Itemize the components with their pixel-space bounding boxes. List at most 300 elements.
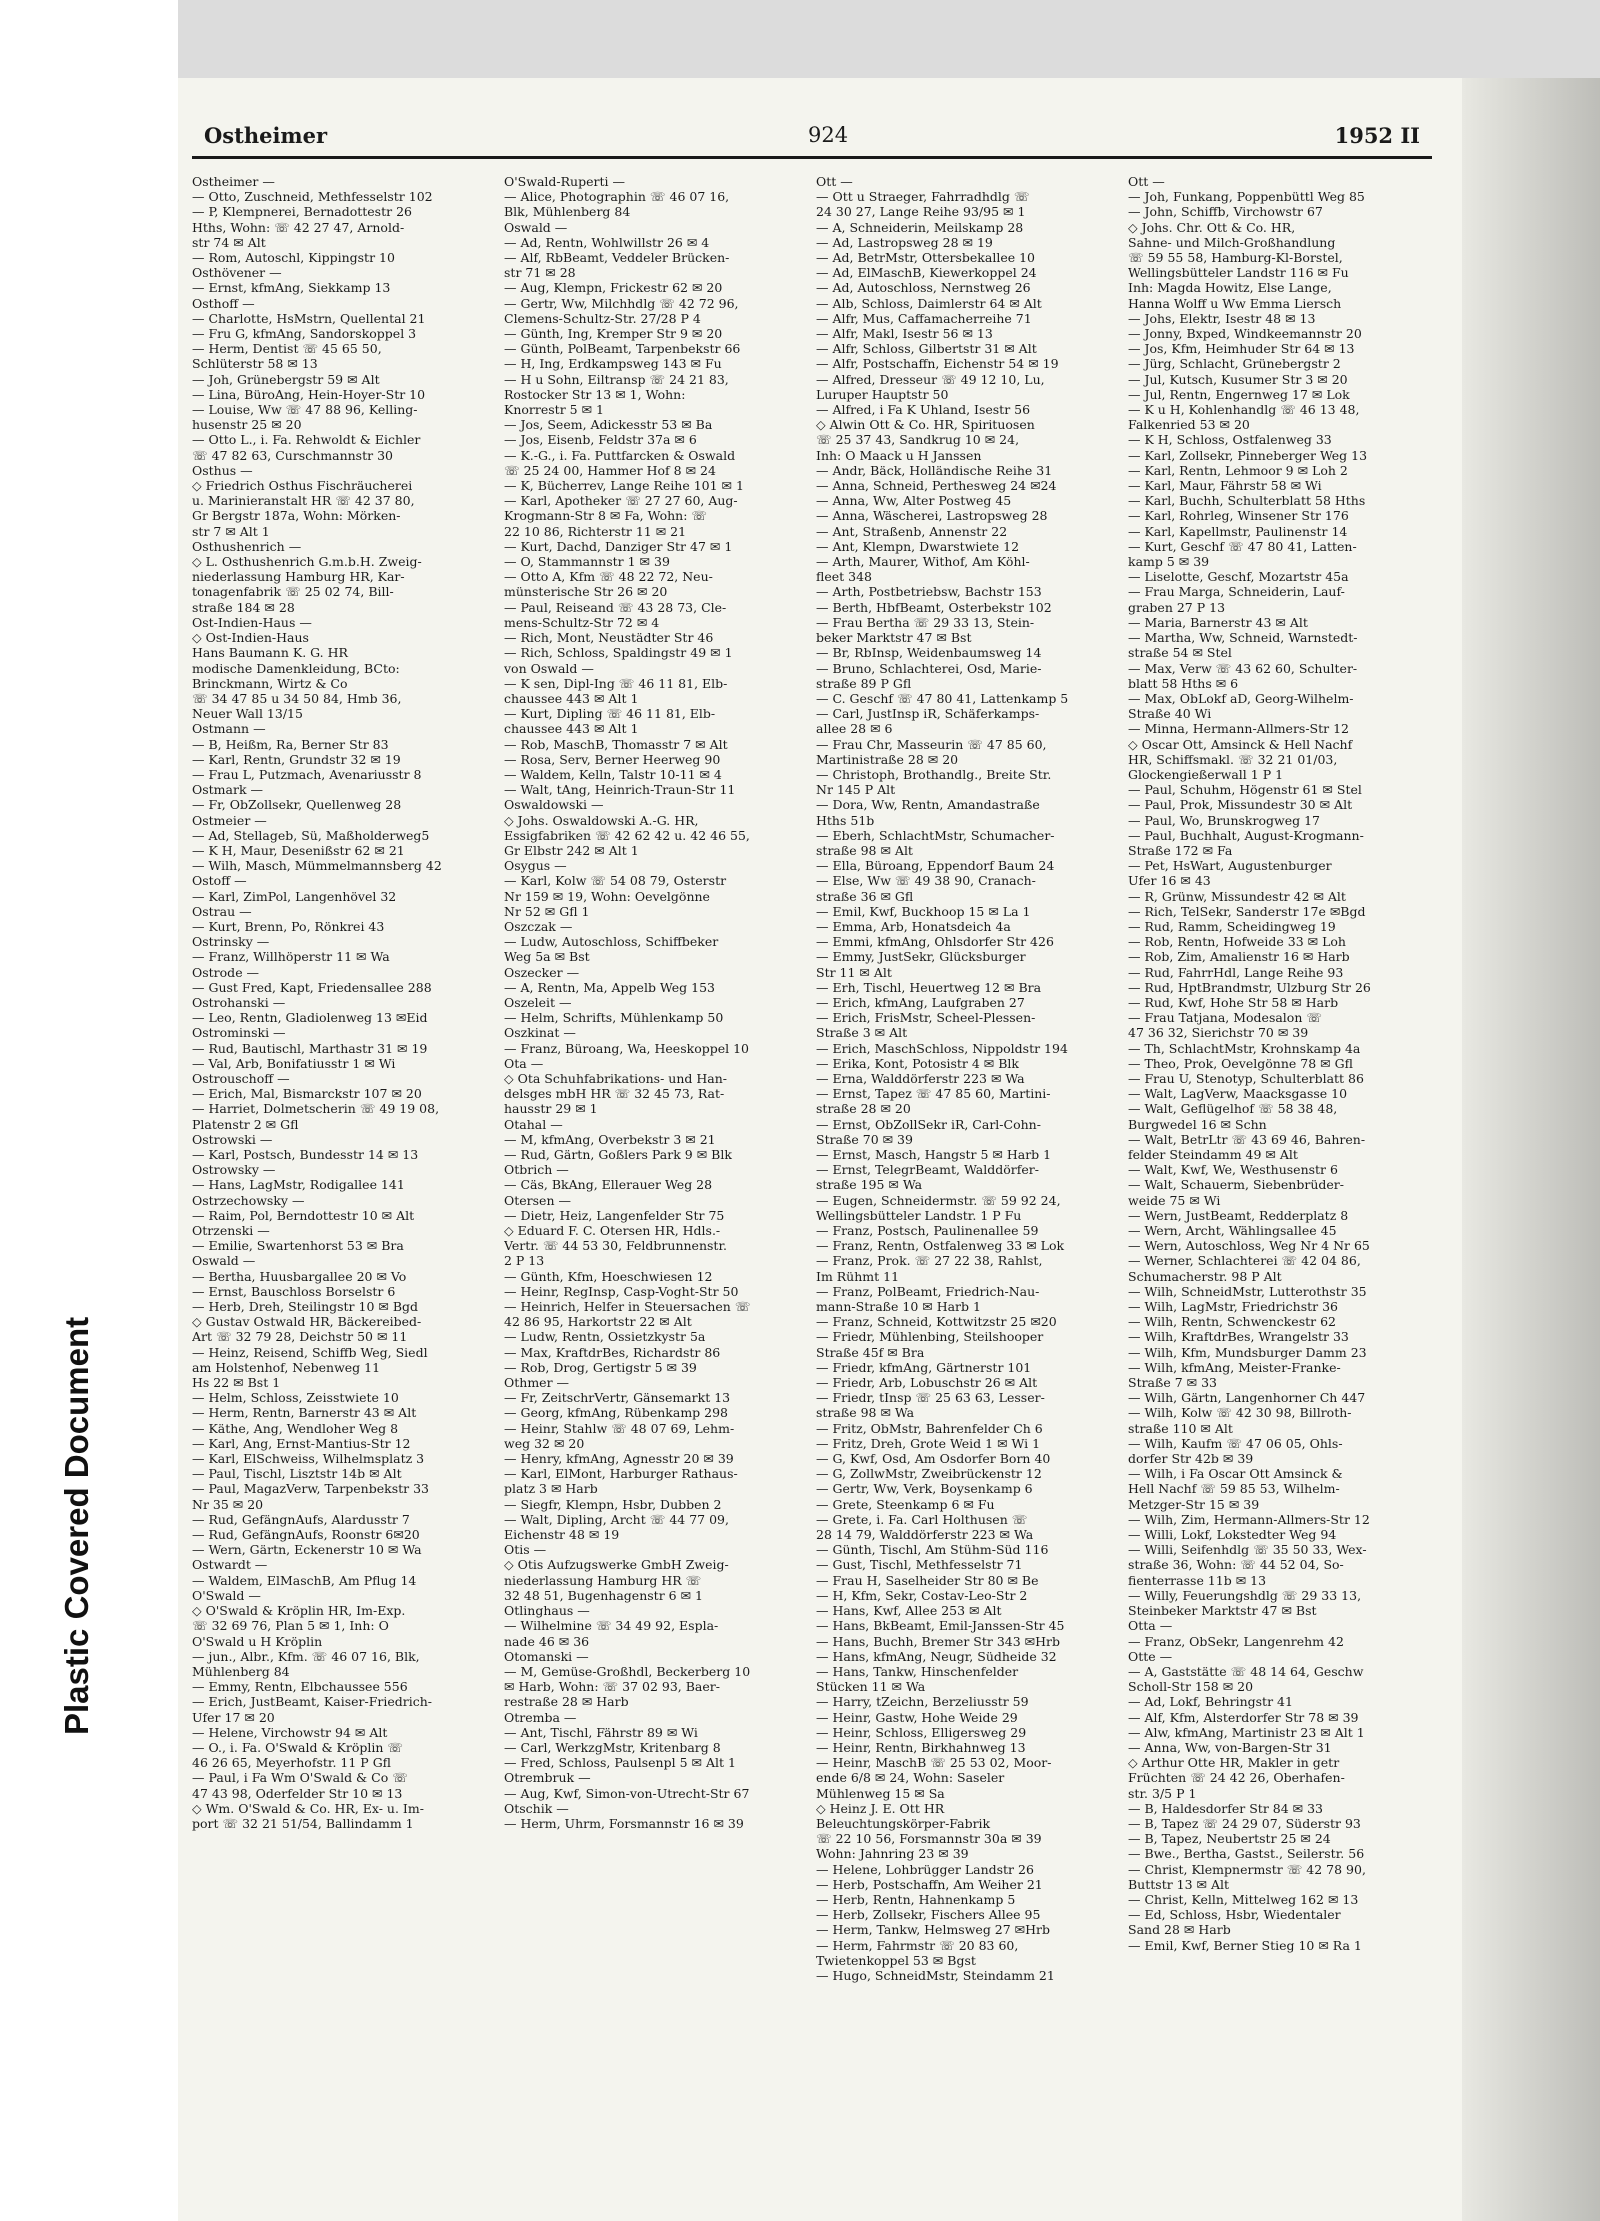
directory-line: Blk, Mühlenberg 84 (504, 204, 631, 220)
directory-line: — Val, Arb, Bonifatiusstr 1 ✉ Wi (192, 1055, 396, 1071)
directory-line: — A, Gaststätte ☏ 48 14 64, Geschw (1128, 1663, 1364, 1679)
directory-line: str 71 ✉ 28 (504, 265, 576, 281)
directory-line: — M, Gemüse-Großhdl, Beckerberg 10 (504, 1663, 751, 1679)
directory-line: dorfer Str 42b ✉ 39 (1128, 1451, 1254, 1467)
directory-line: Ostmann — (192, 721, 266, 737)
directory-line: — Max, KraftdrBes, Richardstr 86 (504, 1344, 721, 1360)
directory-line: Hths 51b (816, 812, 875, 828)
column-3 (816, 174, 1118, 1983)
directory-line: — Herb, Dreh, Steilingstr 10 ✉ Bgd (192, 1299, 419, 1315)
directory-line: — Waldem, ElMaschB, Am Pflug 14 (192, 1572, 417, 1588)
directory-line: modische Damenkleidung, BCto: (192, 660, 400, 676)
directory-line: — Hans, LagMstr, Rodigallee 141 (192, 1177, 405, 1193)
directory-line: Platenstr 2 ✉ Gfl (192, 1116, 299, 1132)
directory-line: — Walt, Dipling, Archt ☏ 44 77 09, (504, 1511, 729, 1527)
directory-line: — Hugo, SchneidMstr, Steindamm 21 (816, 1967, 1055, 1983)
directory-line: str. 3/5 P 1 (1128, 1785, 1197, 1801)
directory-line: — Gertr, Ww, Verk, Boysenkamp 6 (816, 1481, 1033, 1497)
directory-line: — Rud, Ramm, Scheidingweg 19 (1128, 918, 1336, 934)
directory-line: — Günth, Ing, Kremper Str 9 ✉ 20 (504, 326, 723, 342)
directory-line: — Günth, Tischl, Am Stühm-Süd 116 (816, 1542, 1049, 1558)
directory-line: — Ant, Straßenb, Annenstr 22 (816, 523, 1008, 539)
directory-line: Osthövener — (192, 265, 282, 281)
directory-line: Scholl-Str 158 ✉ 20 (1128, 1679, 1254, 1695)
directory-line: — Wilh, Kfm, Mundsburger Damm 23 (1128, 1344, 1367, 1360)
directory-line: chaussee 443 ✉ Alt 1 (504, 721, 639, 737)
directory-line: fleet 348 (816, 569, 872, 585)
directory-line: — Wilh, Kolw ☏ 42 30 98, Billroth- (1128, 1405, 1352, 1421)
directory-line: — Joh, Grünebergstr 59 ✉ Alt (192, 371, 380, 387)
directory-line: — M, kfmAng, Overbekstr 3 ✉ 21 (504, 1131, 716, 1147)
directory-line: — Frau Tatjana, Modesalon ☏ (1128, 1010, 1322, 1026)
directory-line: Buttstr 13 ✉ Alt (1128, 1876, 1230, 1892)
directory-line: Steinbeker Marktstr 47 ✉ Bst (1128, 1603, 1317, 1619)
directory-line: — Helene, Lohbrügger Landstr 26 (816, 1861, 1034, 1877)
directory-line: Inh: O Maack u H Janssen (816, 447, 982, 463)
directory-line: — Fr, ObZollsekr, Quellenweg 28 (192, 797, 402, 813)
directory-line: — Harriet, Dolmetscherin ☏ 49 19 08, (192, 1101, 440, 1117)
directory-line: — Rob, Rentn, Hofweide 33 ✉ Loh (1128, 934, 1346, 950)
directory-line: — Gust, Tischl, Methfesselstr 71 (816, 1557, 1023, 1573)
directory-line: — Karl, Zollsekr, Pinneberger Weg 13 (1128, 447, 1368, 463)
directory-line: — Walt, Schauerm, Siebenbrüder- (1128, 1177, 1344, 1193)
directory-line: — Ad, Lastropsweg 28 ✉ 19 (816, 234, 993, 250)
directory-line: Hanna Wolff u Ww Emma Liersch (1128, 295, 1342, 311)
directory-line: — Br, RbInsp, Weidenbaumsweg 14 (816, 645, 1042, 661)
directory-line: 28 14 79, Walddörferstr 223 ✉ Wa (816, 1527, 1034, 1543)
directory-line: — Franz, ObSekr, Langenrehm 42 (1128, 1633, 1344, 1649)
directory-line: — Bertha, Huusbargallee 20 ✉ Vo (192, 1268, 407, 1284)
directory-line: — Frau H, Saselheider Str 80 ✉ Be (816, 1572, 1039, 1588)
directory-line: — Karl, Maur, Fährstr 58 ✉ Wi (1128, 478, 1322, 494)
directory-line: — Rud, HptBrandmstr, Ulzburg Str 26 (1128, 979, 1371, 995)
directory-line: — Wilh, Zim, Hermann-Allmers-Str 12 (1128, 1511, 1370, 1527)
directory-line: straße 195 ✉ Wa (816, 1177, 923, 1193)
directory-line: str 7 ✉ Alt 1 (192, 523, 270, 539)
directory-line: — Jos, Seem, Adickesstr 53 ✉ Ba (504, 417, 713, 433)
directory-line: — Siegfr, Klempn, Hsbr, Dubben 2 (504, 1496, 722, 1512)
directory-line: ☏ 25 37 43, Sandkrug 10 ✉ 24, (816, 432, 1020, 448)
directory-line: beker Marktstr 47 ✉ Bst (816, 630, 972, 646)
directory-line: — Herm, Rentn, Barnerstr 43 ✉ Alt (192, 1405, 417, 1421)
directory-line: — Emmy, Rentn, Elbchaussee 556 (192, 1679, 408, 1695)
directory-line: Essigfabriken ☏ 42 62 42 u. 42 46 55, (504, 827, 750, 843)
directory-line: — Erich, kfmAng, Laufgraben 27 (816, 994, 1025, 1010)
directory-line: Ostrowski — (192, 1131, 273, 1147)
directory-line: — Th, SchlachtMstr, Krohnskamp 4a (1128, 1040, 1361, 1056)
directory-line: Inh: Magda Howitz, Else Lange, (1128, 280, 1332, 296)
directory-line: — Ernst, Tapez ☏ 47 85 60, Martini- (816, 1086, 1051, 1102)
directory-line: — H, Ing, Erdkampsweg 143 ✉ Fu (504, 356, 722, 372)
directory-line: straße 54 ✉ Stel (1128, 645, 1232, 661)
directory-line: — John, Schiffb, Virchowstr 67 (1128, 204, 1323, 220)
directory-line: — Emil, Kwf, Buckhoop 15 ✉ La 1 (816, 903, 1031, 919)
directory-line: Ufer 17 ✉ 20 (192, 1709, 275, 1725)
directory-line: — G, Kwf, Osd, Am Osdorfer Born 40 (816, 1451, 1051, 1467)
directory-line: — Karl, Buchh, Schulterblatt 58 Hths (1128, 493, 1366, 509)
directory-line: — Andr, Bäck, Holländische Reihe 31 (816, 462, 1053, 478)
directory-line: Otschik — (504, 1800, 569, 1816)
directory-line: — Erna, Walddörferstr 223 ✉ Wa (816, 1070, 1025, 1086)
directory-line: Osthoff — (192, 295, 255, 311)
directory-line: — Karl, Postsch, Bundesstr 14 ✉ 13 (192, 1147, 419, 1162)
directory-line: — Herm, Tankw, Helmsweg 27 ✉Hrb (816, 1922, 1051, 1938)
directory-line: Burgwedel 16 ✉ Schn (1128, 1116, 1267, 1132)
directory-line: O'Swald-Ruperti — (504, 174, 625, 189)
directory-line: — Heinr, MaschB ☏ 25 53 02, Moor- (816, 1755, 1052, 1771)
directory-line: Rostocker Str 13 ✉ 1, Wohn: (504, 386, 686, 402)
directory-line: Brinckmann, Wirtz & Co (192, 675, 348, 691)
directory-line: graben 27 P 13 (1128, 599, 1226, 615)
directory-line: ◇ Johs. Oswaldowski A.-G. HR, (504, 812, 699, 828)
directory-line: — Günth, Kfm, Hoeschwiesen 12 (504, 1268, 713, 1284)
directory-line: — Karl, ElMont, Harburger Rathaus- (504, 1466, 738, 1482)
directory-line: — Wilh, KraftdrBes, Wrangelstr 33 (1128, 1329, 1349, 1345)
directory-line: mens-Schultz-Str 72 ✉ 4 (504, 614, 660, 630)
directory-line: — B, Heißm, Ra, Berner Str 83 (192, 736, 389, 752)
directory-line: — Jürg, Schlacht, Grünebergstr 2 (1128, 356, 1341, 372)
directory-line: hausstr 29 ✉ 1 (504, 1101, 598, 1117)
directory-line: — O., i. Fa. O'Swald & Kröplin ☏ (192, 1739, 404, 1755)
directory-line: Ostrau — (192, 903, 252, 919)
column-4 (1128, 174, 1430, 1953)
directory-line: — Alice, Photographin ☏ 46 07 16, (504, 189, 730, 205)
directory-line: — G, ZollwMstr, Zweibrückenstr 12 (816, 1466, 1042, 1482)
directory-line: Knorrestr 5 ✉ 1 (504, 402, 604, 418)
directory-line: Ostrzechowsky — (192, 1192, 305, 1208)
directory-line: — Walt, LagVerw, Maacksgasse 10 (1128, 1086, 1348, 1102)
directory-line: platz 3 ✉ Harb (504, 1481, 598, 1497)
directory-line: — Martha, Ww, Schneid, Warnstedt- (1128, 630, 1358, 646)
directory-line: niederlassung Hamburg HR, Kar- (192, 569, 405, 585)
directory-line: — Leo, Rentn, Gladiolenweg 13 ✉Eid (192, 1010, 428, 1026)
directory-line: — Joh, Funkang, Poppenbüttl Weg 85 (1128, 189, 1365, 205)
directory-line: — Paul, Prok, Missundestr 30 ✉ Alt (1128, 797, 1353, 813)
directory-line: Otbrich — (504, 1162, 569, 1178)
directory-line: — Erich, FrisMstr, Scheel-Plessen- (816, 1010, 1036, 1026)
directory-line: ◇ Alwin Ott & Co. HR, Spirituosen (816, 417, 1035, 433)
directory-line: Hell Nachf ☏ 59 85 53, Wilhelm- (1128, 1481, 1340, 1497)
directory-line: — Minna, Hermann-Allmers-Str 12 (1128, 721, 1350, 737)
directory-line: straße 110 ✉ Alt (1128, 1420, 1233, 1436)
directory-line: — Otto L., i. Fa. Rehwoldt & Eichler (192, 432, 421, 448)
directory-line: — Rob, Drog, Gertigstr 5 ✉ 39 (504, 1359, 697, 1375)
directory-line: — Eugen, Schneidermstr. ☏ 59 92 24, (816, 1192, 1061, 1208)
directory-line: Mühlenweg 15 ✉ Sa (816, 1785, 945, 1801)
directory-line: Ota — (504, 1055, 544, 1071)
directory-line: — Wilh, LagMstr, Friedrichstr 36 (1128, 1299, 1338, 1315)
directory-line: Straße 40 Wi (1128, 706, 1212, 722)
directory-line: felder Steindamm 49 ✉ Alt (1128, 1147, 1298, 1162)
directory-line: — Franz, Rentn, Ostfalenweg 33 ✉ Lok (816, 1238, 1065, 1254)
directory-line: — Walt, tAng, Heinrich-Traun-Str 11 (504, 782, 736, 798)
directory-line: — Ad, Lokf, Behringstr 41 (1128, 1694, 1293, 1710)
directory-line: — Aug, Klempn, Frickestr 62 ✉ 20 (504, 280, 723, 296)
directory-line: — Erh, Tischl, Heuertweg 12 ✉ Bra (816, 979, 1042, 995)
directory-line: — Günth, PolBeamt, Tarpenbekstr 66 (504, 341, 741, 357)
directory-line: — Heinrich, Helfer in Steuersachen ☏ (504, 1299, 751, 1315)
directory-line: — Lina, BüroAng, Hein-Hoyer-Str 10 (192, 386, 426, 402)
directory-line: Oswald — (504, 219, 568, 235)
directory-line: — Kurt, Geschf ☏ 47 80 41, Latten- (1128, 538, 1357, 554)
directory-line: Wohn: Jahnring 23 ✉ 39 (816, 1846, 969, 1862)
directory-line: — Ad, ElMaschB, Kiewerkoppel 24 (816, 265, 1037, 281)
directory-line: ◇ Wm. O'Swald & Co. HR, Ex- u. Im- (192, 1800, 424, 1816)
directory-line: — Kurt, Dipling ☏ 46 11 81, Elb- (504, 706, 716, 722)
directory-line: Beleuchtungskörper-Fabrik (816, 1815, 991, 1831)
directory-line: — Emmy, JustSekr, Glücksburger (816, 949, 1026, 965)
directory-line: — Franz, Postsch, Paulinenallee 59 (816, 1223, 1039, 1239)
directory-line: Art ☏ 32 79 28, Deichstr 50 ✉ 11 (192, 1329, 408, 1345)
directory-line: ☏ 25 24 00, Hammer Hof 8 ✉ 24 (504, 462, 716, 478)
directory-line: — Anna, Schneid, Perthesweg 24 ✉24 (816, 478, 1057, 494)
directory-line: Ostrohanski — (192, 994, 286, 1010)
directory-line: — Rich, Schloss, Spaldingstr 49 ✉ 1 (504, 645, 733, 661)
directory-line: ◇ Heinz J. E. Ott HR (816, 1800, 945, 1816)
directory-line: — Theo, Prok, Oevelgönne 78 ✉ Gfl (1128, 1055, 1353, 1071)
directory-line: ◇ Otis Aufzugswerke GmbH Zweig- (504, 1557, 729, 1573)
directory-line: — Wilh, Gärtn, Langenhorner Ch 447 (1128, 1390, 1366, 1406)
directory-line: HR, Schiffsmakl. ☏ 32 21 01/03, (1128, 751, 1338, 767)
directory-line: Sand 28 ✉ Harb (1128, 1922, 1231, 1938)
directory-line: — Aug, Kwf, Simon-von-Utrecht-Str 67 (504, 1785, 750, 1801)
directory-line: — Herm, Fahrmstr ☏ 20 83 60, (816, 1937, 1019, 1953)
directory-line: — Paul, Tischl, Lisztstr 14b ✉ Alt (192, 1466, 402, 1482)
directory-line: — Franz, Büroang, Wa, Heeskoppel 10 (504, 1040, 749, 1056)
directory-line: allee 28 ✉ 6 (816, 721, 893, 737)
side-label: Plastic Covered Document (58, 1316, 95, 1735)
directory-line: — Hans, Tankw, Hinschenfelder (816, 1663, 1019, 1679)
directory-line: Hs 22 ✉ Bst 1 (192, 1375, 281, 1391)
directory-line: — Herb, Rentn, Hahnenkamp 5 (816, 1891, 1016, 1907)
directory-line: — Frau U, Stenotyp, Schulterblatt 86 (1128, 1070, 1364, 1086)
directory-line: — Ernst, Masch, Hangstr 5 ✉ Harb 1 (816, 1147, 1052, 1162)
directory-line: — Alf, Kfm, Alsterdorfer Str 78 ✉ 39 (1128, 1709, 1359, 1725)
directory-line: Straße 172 ✉ Fa (1128, 842, 1233, 858)
directory-line: Gr Bergstr 187a, Wohn: Mörken- (192, 508, 401, 524)
directory-line: — Rob, MaschB, Thomasstr 7 ✉ Alt (504, 736, 728, 752)
directory-line: — Heinr, RegInsp, Casp-Voght-Str 50 (504, 1283, 739, 1299)
directory-line: — Henry, kfmAng, Agnesstr 20 ✉ 39 (504, 1451, 734, 1467)
directory-line: — Paul, Schuhm, Högenstr 61 ✉ Stel (1128, 782, 1362, 798)
directory-line: — Willy, Feuerungshdlg ☏ 29 33 13, (1128, 1587, 1362, 1603)
directory-line: 47 43 98, Oderfelder Str 10 ✉ 13 (192, 1785, 403, 1801)
directory-line: Ostrouschoff — (192, 1070, 290, 1086)
directory-line: — K sen, Dipl-Ing ☏ 46 11 81, Elb- (504, 675, 728, 691)
page-edge-shadow (1462, 78, 1600, 2221)
directory-line: — Alfr, Mus, Caffamacherreihe 71 (816, 310, 1032, 326)
directory-line: — Rud, Bautischl, Marthastr 31 ✉ 19 (192, 1040, 428, 1056)
directory-line: Ost-Indien-Haus — (192, 614, 312, 630)
column-1 (192, 174, 494, 1831)
directory-line: — Fritz, ObMstr, Bahrenfelder Ch 6 (816, 1420, 1043, 1436)
directory-line: — Karl, Rentn, Lehmoor 9 ✉ Loh 2 (1128, 462, 1348, 478)
directory-line: Straße 70 ✉ 39 (816, 1131, 913, 1147)
directory-line: — Jos, Kfm, Heimhuder Str 64 ✉ 13 (1128, 341, 1355, 357)
directory-line: — Carl, JustInsp iR, Schäferkamps- (816, 706, 1040, 722)
directory-line: — Max, ObLokf aD, Georg-Wilhelm- (1128, 690, 1354, 706)
directory-line: Glockengießerwall 1 P 1 (1128, 766, 1284, 782)
directory-line: blatt 58 Hths ✉ 6 (1128, 675, 1239, 691)
directory-line: — Anna, Ww, von-Bargen-Str 31 (1128, 1739, 1332, 1755)
directory-line: — Rob, Zim, Amalienstr 16 ✉ Harb (1128, 949, 1350, 965)
directory-line: — K u H, Kohlenhandlg ☏ 46 13 48, (1128, 402, 1360, 418)
directory-line: — Paul, Reiseand ☏ 43 28 73, Cle- (504, 599, 727, 615)
directory-line: Ott — (816, 174, 853, 189)
directory-line: — Alfr, Postschaffn, Eichenstr 54 ✉ 19 (816, 356, 1059, 372)
directory-line: — Gust Fred, Kapt, Friedensallee 288 (192, 979, 432, 995)
directory-line: Neuer Wall 13/15 (192, 706, 303, 722)
directory-line: — Franz, PolBeamt, Friedrich-Nau- (816, 1283, 1040, 1299)
directory-line: Schumacherstr. 98 P Alt (1128, 1268, 1282, 1284)
directory-line: — Karl, Kapellmstr, Paulinenstr 14 (1128, 523, 1348, 539)
directory-line: Nr 159 ✉ 19, Wohn: Oevelgönne (504, 888, 710, 904)
directory-line: Ostrominski — (192, 1025, 286, 1041)
directory-line: ◇ O'Swald & Kröplin HR, Im-Exp. (192, 1603, 406, 1619)
directory-line: niederlassung Hamburg HR ☏ (504, 1572, 702, 1588)
directory-line: Hans Baumann K. G. HR (192, 645, 348, 661)
directory-line: Oswaldowski — (504, 797, 604, 813)
directory-line: — Rud, Gärtn, Goßlers Park 9 ✉ Blk (504, 1147, 732, 1162)
directory-line: Otte — (1128, 1648, 1173, 1664)
directory-line: — Grete, Steenkamp 6 ✉ Fu (816, 1496, 995, 1512)
directory-line: Ostrowsky — (192, 1162, 276, 1178)
directory-line: — Anna, Wäscherei, Lastropsweg 28 (816, 508, 1048, 524)
directory-line: Wellingsbütteler Landstr. 1 P Fu (816, 1207, 1022, 1223)
directory-line: — Ernst, kfmAng, Siekkamp 13 (192, 280, 391, 296)
directory-line: 22 10 86, Richterstr 11 ✉ 21 (504, 523, 687, 539)
directory-line: — Pet, HsWart, Augustenburger (1128, 858, 1332, 874)
directory-line: — Karl, Kolw ☏ 54 08 79, Osterstr (504, 873, 727, 889)
directory-line: — Frau Bertha ☏ 29 33 13, Stein- (816, 614, 1035, 630)
directory-line: — C. Geschf ☏ 47 80 41, Lattenkamp 5 (816, 690, 1069, 706)
directory-line: — Ad, Autoschloss, Nernstweg 26 (816, 280, 1031, 296)
directory-line: — Erich, MaschSchloss, Nippoldstr 194 (816, 1040, 1068, 1056)
directory-line: Gr Elbstr 242 ✉ Alt 1 (504, 842, 639, 858)
directory-line: Otersen — (504, 1192, 571, 1208)
directory-line: — Karl, Apotheker ☏ 27 27 60, Aug- (504, 493, 738, 509)
year-volume: 1952 II (1334, 123, 1420, 148)
directory-page (178, 78, 1600, 2221)
directory-line: str 74 ✉ Alt (192, 234, 266, 250)
directory-line: — Wern, Archt, Wählingsallee 45 (1128, 1223, 1337, 1239)
directory-line: ◇ Friedrich Osthus Fischräucherei (192, 478, 413, 494)
directory-line: — Rom, Autoschl, Kippingstr 10 (192, 250, 395, 266)
directory-line: Otta — (1128, 1618, 1173, 1634)
directory-line: — Max, Verw ☏ 43 62 60, Schulter- (1128, 660, 1358, 676)
directory-line: Otrzenski — (192, 1223, 270, 1239)
directory-line: ☏ 47 82 63, Curschmannstr 30 (192, 447, 393, 463)
directory-line: Ostmeier — (192, 812, 267, 828)
directory-line: — Paul, i Fa Wm O'Swald & Co ☏ (192, 1770, 408, 1786)
directory-line: — Erich, JustBeamt, Kaiser-Friedrich- (192, 1694, 433, 1710)
directory-line: — Wilhelmine ☏ 34 49 92, Espla- (504, 1618, 719, 1634)
directory-line: Ostheimer — (192, 174, 275, 189)
directory-line: — Gertr, Ww, Milchhdlg ☏ 42 72 96, (504, 295, 739, 311)
directory-line: ✉ Harb, Wohn: ☏ 37 02 93, Baer- (504, 1679, 720, 1695)
directory-line: — K, Bücherrev, Lange Reihe 101 ✉ 1 (504, 478, 744, 494)
directory-line: restraße 28 ✉ Harb (504, 1694, 629, 1710)
directory-line: Sahne- und Milch-Großhandlung (1128, 234, 1336, 250)
directory-line: — Ant, Tischl, Fährstr 89 ✉ Wi (504, 1724, 698, 1740)
directory-line: Otrembruk — (504, 1770, 591, 1786)
directory-line: Otis — (504, 1542, 547, 1558)
directory-line: Osthushenrich — (192, 538, 302, 554)
directory-line: Ostrode — (192, 964, 260, 980)
directory-line: ☏ 59 55 58, Hamburg-Kl-Borstel, (1128, 250, 1343, 266)
directory-line: Oswald — (192, 1253, 256, 1269)
directory-line: Eichenstr 48 ✉ 19 (504, 1527, 620, 1543)
directory-line: — Ludw, Rentn, Ossietzkystr 5a (504, 1329, 706, 1345)
directory-line: ◇ Ost-Indien-Haus (192, 630, 309, 646)
directory-line: — Anna, Ww, Alter Postweg 45 (816, 493, 1012, 509)
directory-line: — Jos, Eisenb, Feldstr 37a ✉ 6 (504, 432, 697, 448)
directory-line: Vertr. ☏ 44 53 30, Feldbrunnenstr. (504, 1238, 728, 1254)
directory-line: Luruper Hauptstr 50 (816, 386, 949, 402)
directory-line: — Arth, Maurer, Withof, Am Köhl- (816, 554, 1030, 570)
directory-line: 2 P 13 (504, 1253, 545, 1269)
directory-line: — Emma, Arb, Honatsdeich 4a (816, 918, 1011, 934)
directory-line: — Carl, WerkzgMstr, Kritenbarg 8 (504, 1739, 721, 1755)
directory-line: straße 89 P Gfl (816, 675, 912, 691)
directory-line: — Franz, Prok. ☏ 27 22 38, Rahlst, (816, 1253, 1043, 1269)
directory-line: husenstr 25 ✉ 20 (192, 417, 302, 433)
directory-line: — Frau Marga, Schneiderin, Lauf- (1128, 584, 1345, 600)
directory-line: — Berth, HbfBeamt, Osterbekstr 102 (816, 599, 1052, 615)
directory-line: — Charlotte, HsMstrn, Quellental 21 (192, 310, 426, 326)
directory-line: — Karl, Rohrleg, Winsener Str 176 (1128, 508, 1349, 524)
directory-line: — Bruno, Schlachterei, Osd, Marie- (816, 660, 1042, 676)
directory-line: — Alfred, Dresseur ☏ 49 12 10, Lu, (816, 371, 1045, 387)
directory-line: — Alw, kfmAng, Martinistr 23 ✉ Alt 1 (1128, 1724, 1365, 1740)
directory-line: — Paul, Buchhalt, August-Krogmann- (1128, 827, 1364, 843)
directory-line: — Rud, Kwf, Hohe Str 58 ✉ Harb (1128, 994, 1339, 1010)
directory-line: — Rud, FahrrHdl, Lange Reihe 93 (1128, 964, 1344, 980)
directory-line: — Wern, Gärtn, Eckenerstr 10 ✉ Wa (192, 1542, 422, 1558)
directory-line: — Franz, Willhöperstr 11 ✉ Wa (192, 949, 390, 965)
directory-line: — Christ, Klempnermstr ☏ 42 78 90, (1128, 1861, 1366, 1877)
directory-line: ◇ Johs. Chr. Ott & Co. HR, (1128, 219, 1296, 235)
directory-line: — Kurt, Brenn, Po, Rönkrei 43 (192, 918, 385, 934)
directory-line: Otremba — (504, 1709, 577, 1725)
directory-line: — H u Sohn, Eiltransp ☏ 24 21 83, (504, 371, 729, 387)
directory-line: — Hans, BkBeamt, Emil-Janssen-Str 45 (816, 1618, 1065, 1634)
directory-line: 47 36 32, Sierichstr 70 ✉ 39 (1128, 1025, 1309, 1041)
directory-line: — B, Tapez, Neubertstr 25 ✉ 24 (1128, 1831, 1331, 1847)
directory-line: — Herb, Postschaffn, Am Weiher 21 (816, 1876, 1043, 1892)
directory-line: Weg 5a ✉ Bst (504, 949, 590, 965)
directory-line: — Willi, Seifenhdlg ☏ 35 50 33, Wex- (1128, 1542, 1367, 1558)
directory-line: — Karl, ElSchweiss, Wilhelmsplatz 3 (192, 1451, 425, 1467)
directory-line: — Grete, i. Fa. Carl Holthusen ☏ (816, 1511, 1028, 1527)
directory-line: — Paul, MagazVerw, Tarpenbekstr 33 (192, 1481, 429, 1497)
directory-line: — Wern, JustBeamt, Redderplatz 8 (1128, 1207, 1349, 1223)
directory-line: Oszecker — (504, 964, 580, 980)
directory-line: — Rud, GefängnAufs, Roonstr 6✉20 (192, 1527, 420, 1543)
directory-line: — Otto A, Kfm ☏ 48 22 72, Neu- (504, 569, 713, 585)
directory-line: Nr 145 P Alt (816, 782, 896, 798)
directory-line: münsterische Str 26 ✉ 20 (504, 584, 668, 600)
directory-line: Oszkinat — (504, 1025, 576, 1041)
directory-line: — Karl, Ang, Ernst-Mantius-Str 12 (192, 1435, 411, 1451)
directory-line: — Eberh, SchlachtMstr, Schumacher- (816, 827, 1055, 843)
directory-line: — B, Tapez ☏ 24 29 07, Süderstr 93 (1128, 1815, 1361, 1831)
directory-line: — Rich, TelSekr, Sanderstr 17e ✉Bgd (1128, 903, 1366, 919)
directory-line: ◇ Arthur Otte HR, Makler in getr (1128, 1755, 1340, 1771)
directory-line: — O, Stammannstr 1 ✉ 39 (504, 554, 670, 570)
directory-line: fienterrasse 11b ✉ 13 (1128, 1572, 1267, 1588)
directory-line: — Frau Chr, Masseurin ☏ 47 85 60, (816, 736, 1047, 752)
